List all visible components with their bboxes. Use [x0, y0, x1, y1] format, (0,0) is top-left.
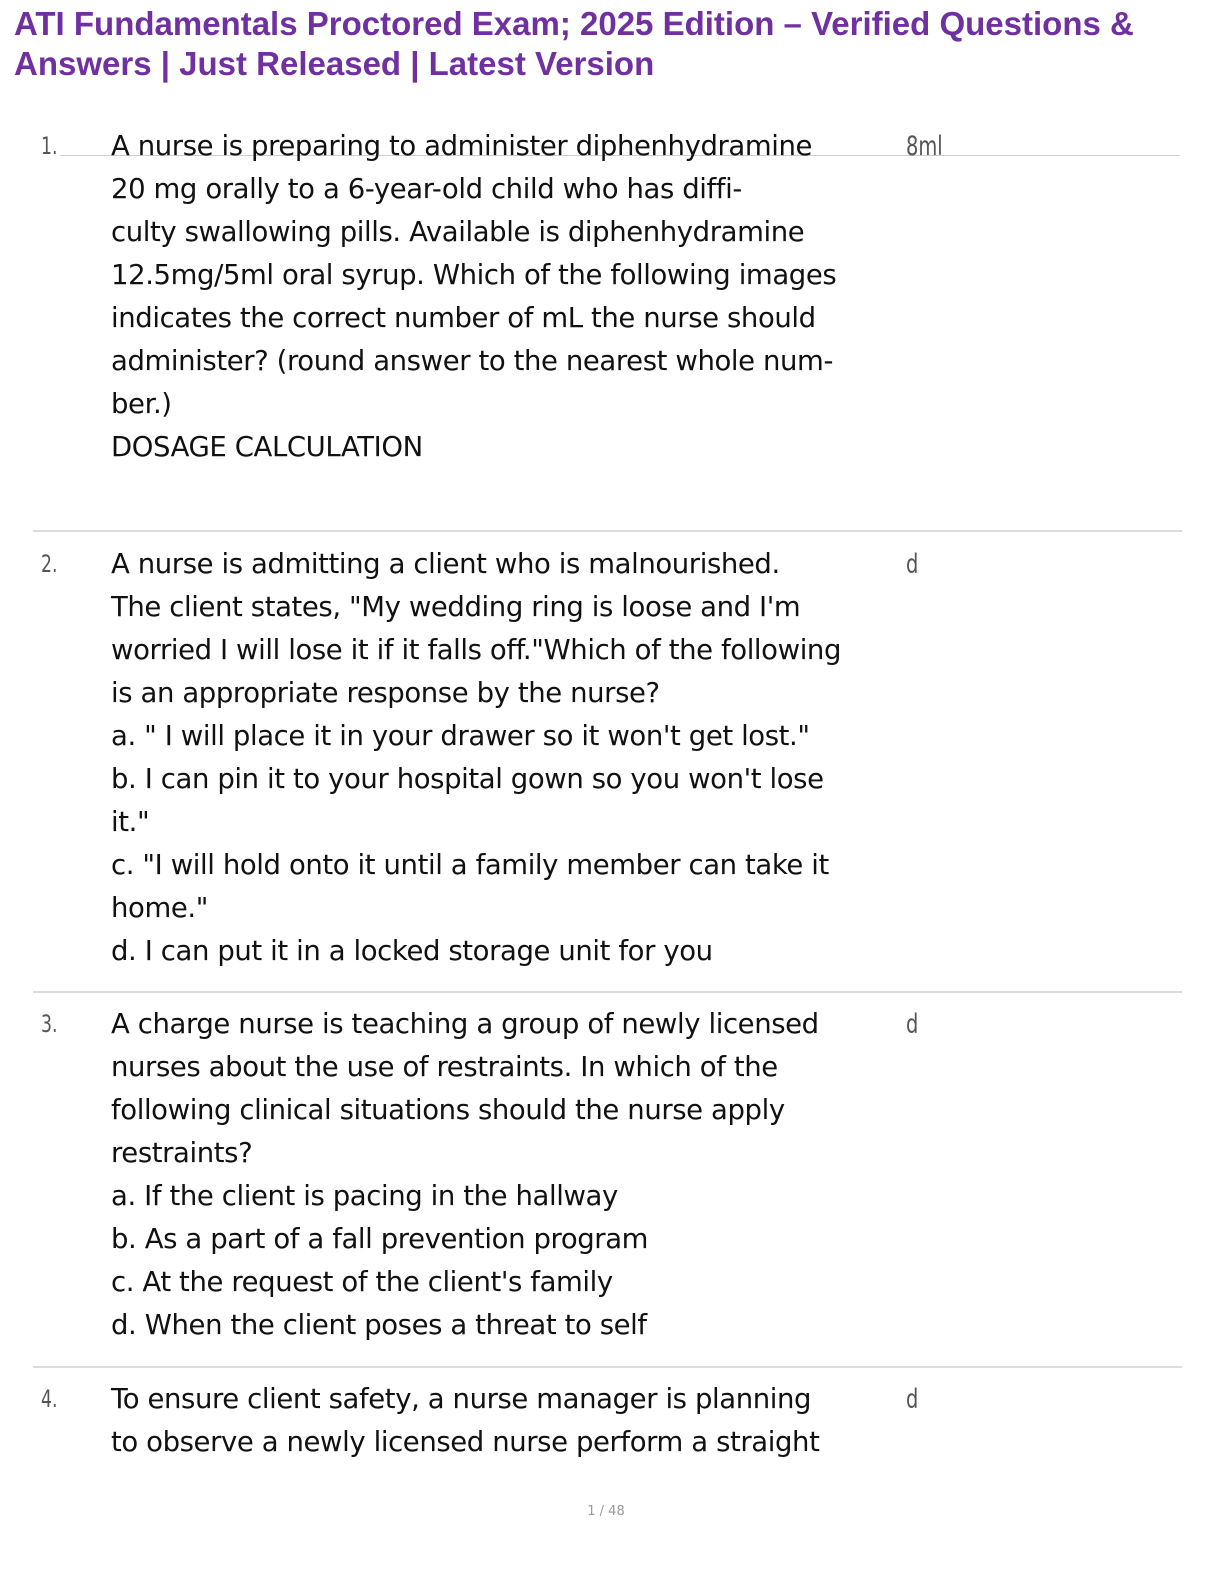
question-number: 1. — [41, 132, 58, 160]
question-line: nurses about the use of restraints. In which of the — [111, 1051, 778, 1083]
answer-text: d — [906, 1009, 919, 1040]
answer-text: 8ml — [906, 131, 943, 162]
question-text — [111, 543, 911, 973]
question-line: b. As a part of a fall prevention program — [111, 1223, 649, 1255]
question-line: indicates the correct number of mL the nurse should — [111, 302, 816, 334]
question-line: 12.5mg/5ml oral syrup. Which of the following images — [111, 259, 837, 291]
question-line: a. If the client is pacing in the hallway — [111, 1180, 618, 1212]
question-line: b. I can pin it to your hospital gown so you won't lose — [111, 763, 824, 795]
question-text — [111, 1003, 911, 1347]
question-line: culty swallowing pills. Available is diphenhydramine — [111, 216, 805, 248]
question-line: DOSAGE CALCULATION — [111, 431, 423, 463]
question-line: is an appropriate response by the nurse? — [111, 677, 660, 709]
question-number: 4. — [41, 1385, 58, 1413]
question-line: 20 mg orally to a 6-year-old child who has diffi- — [111, 173, 742, 205]
document-title: ATI Fundamentals Proctored Exam; 2025 Edition – Verified Questions & Answers | Just Released | Latest Version — [14, 5, 1134, 82]
question-line: A charge nurse is teaching a group of newly licensed — [111, 1008, 819, 1040]
question-line: administer? (round answer to the nearest whole num- — [111, 345, 833, 377]
question-text — [111, 125, 911, 469]
question-number: 2. — [41, 550, 58, 578]
question-line: c. "I will hold onto it until a family member can take it — [111, 849, 829, 881]
question-line: following clinical situations should the nurse apply — [111, 1094, 785, 1126]
answer-text: d — [906, 1384, 919, 1415]
page-indicator: 1 / 48 — [587, 1504, 625, 1519]
question-number: 3. — [41, 1010, 58, 1038]
question-line: c. At the request of the client's family — [111, 1266, 613, 1298]
divider — [33, 991, 1182, 993]
question-line: d. I can put it in a locked storage unit for you — [111, 935, 713, 967]
question-line: ber.) — [111, 388, 172, 420]
divider — [33, 1366, 1182, 1368]
question-line: it." — [111, 806, 150, 838]
question-line: To ensure client safety, a nurse manager is planning — [111, 1383, 812, 1415]
question-line: to observe a newly licensed nurse perform a straight — [111, 1426, 820, 1458]
question-line: A nurse is preparing to administer diphenhydramine — [111, 130, 813, 162]
question-line: A nurse is admitting a client who is malnourished. — [111, 548, 780, 580]
question-text — [111, 1378, 911, 1464]
answer-text: d — [906, 549, 919, 580]
question-line: d. When the client poses a threat to self — [111, 1309, 647, 1341]
question-line: a. " I will place it in your drawer so it won't get lost." — [111, 720, 810, 752]
question-line: restraints? — [111, 1137, 253, 1169]
divider — [33, 530, 1182, 532]
question-line: worried I will lose it if it falls off."Which of the following — [111, 634, 842, 666]
question-line: The client states, "My wedding ring is loose and I'm — [111, 591, 801, 623]
question-line: home." — [111, 892, 208, 924]
